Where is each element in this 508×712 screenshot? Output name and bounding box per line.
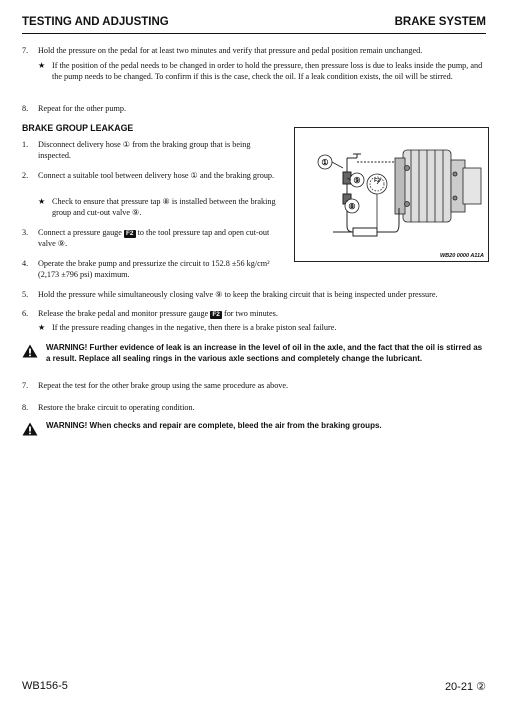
step-text-part: for two minutes. bbox=[221, 309, 278, 318]
warning-2 bbox=[22, 421, 488, 432]
star-icon: ★ bbox=[38, 323, 46, 332]
note-text: If the pressure reading changes in the negative, then there is a brake piston seal failure. bbox=[52, 323, 337, 332]
step-text: Repeat the test for the other brake group using the same procedure as above. bbox=[38, 381, 289, 390]
note-text: Check to ensure that pressure tap ⑧ is installed between the braking group and cut-out valve ⑨. bbox=[52, 197, 276, 217]
group-step-4 bbox=[22, 259, 284, 280]
star-icon: ★ bbox=[38, 61, 46, 70]
step-number: 3. bbox=[22, 228, 29, 237]
warning-icon bbox=[22, 422, 38, 436]
step-7-top bbox=[22, 46, 486, 57]
note-6 bbox=[38, 323, 486, 334]
page-header bbox=[22, 16, 486, 34]
note-7 bbox=[38, 61, 486, 82]
step-8-top bbox=[22, 104, 486, 115]
note-text: If the position of the pedal needs to be changed in order to hold the pressure, then pressure loss is due to leaks inside the pump, and the pump needs to be changed. To confirm if this is the case, check the oil. If a leak condition exists, the oil will be stirred. bbox=[52, 61, 483, 81]
brake-circuit-figure bbox=[294, 127, 489, 262]
step-text bbox=[38, 309, 486, 320]
step-text: Restore the brake circuit to operating condition. bbox=[38, 403, 195, 412]
footer-model: WB156-5 bbox=[22, 680, 68, 692]
gauge-label: F2 bbox=[374, 178, 380, 184]
group-step-1 bbox=[22, 140, 284, 161]
step-text bbox=[38, 228, 284, 249]
group-step-8 bbox=[22, 403, 486, 414]
step-number: 8. bbox=[22, 403, 29, 412]
step-text: Hold the pressure on the pedal for at least two minutes and verify that pressure and pedal position remain unchanged. bbox=[38, 46, 423, 55]
group-step-6 bbox=[22, 309, 486, 320]
step-number: 4. bbox=[22, 259, 29, 268]
note-2 bbox=[38, 197, 284, 218]
callout-8: ⑧ bbox=[348, 202, 356, 211]
step-number: 6. bbox=[22, 309, 29, 318]
step-number: 7. bbox=[22, 381, 29, 390]
step-number: 7. bbox=[22, 46, 29, 55]
step-text: Repeat for the other pump. bbox=[38, 104, 126, 113]
header-rule bbox=[22, 33, 486, 34]
group-step-2 bbox=[22, 171, 284, 182]
group-step-5 bbox=[22, 290, 486, 301]
step-text: Connect a suitable tool between delivery hose ① and the braking group. bbox=[38, 171, 275, 180]
star-icon: ★ bbox=[38, 197, 46, 206]
footer-page-number: 20-21 ② bbox=[444, 681, 486, 693]
group-step-7 bbox=[22, 381, 486, 392]
header-left: TESTING AND ADJUSTING bbox=[22, 16, 169, 28]
step-number: 2. bbox=[22, 171, 29, 180]
callout-1: ① bbox=[321, 158, 329, 167]
header-right: BRAKE SYSTEM bbox=[394, 16, 486, 28]
warning-text: WARNING! When checks and repair are complete, bleed the air from the braking groups. bbox=[46, 421, 382, 430]
step-text-part: Release the brake pedal and monitor pressure gauge bbox=[38, 309, 211, 318]
step-text: Operate the brake pump and pressurize the circuit to 152.8 ±56 kg/cm² (2,173 ±796 psi) maximum. bbox=[38, 259, 270, 279]
warning-text: WARNING! Further evidence of leak is an increase in the level of oil in the axle, and the fact that the oil is stirred as a result. Replace all sealing rings in the various axle sections and completely change the lubricant. bbox=[46, 343, 483, 363]
section-title: BRAKE GROUP LEAKAGE bbox=[22, 123, 134, 133]
step-text: Hold the pressure while simultaneously closing valve ⑨ to keep the braking circuit that is being inspected under pressure. bbox=[38, 290, 438, 299]
callout-9: ⑨ bbox=[353, 176, 361, 185]
brake-circuit-diagram bbox=[295, 128, 488, 261]
step-text-part: to the tool pressure tap and open cut-out valve ⑨. bbox=[38, 228, 270, 248]
step-number: 5. bbox=[22, 290, 29, 299]
step-text: Disconnect delivery hose ① from the braking group that is being inspected. bbox=[38, 140, 251, 160]
step-number: 1. bbox=[22, 140, 29, 149]
group-step-3 bbox=[22, 228, 284, 249]
step-number: 8. bbox=[22, 104, 29, 113]
step-text-part: Connect a pressure gauge bbox=[38, 228, 124, 237]
gauge-symbol: F2 bbox=[212, 311, 220, 318]
warning-1 bbox=[22, 343, 488, 364]
figure-caption: WB20 0000 A11A bbox=[439, 253, 484, 259]
gauge-symbol: F2 bbox=[125, 230, 134, 237]
warning-icon bbox=[22, 344, 38, 358]
